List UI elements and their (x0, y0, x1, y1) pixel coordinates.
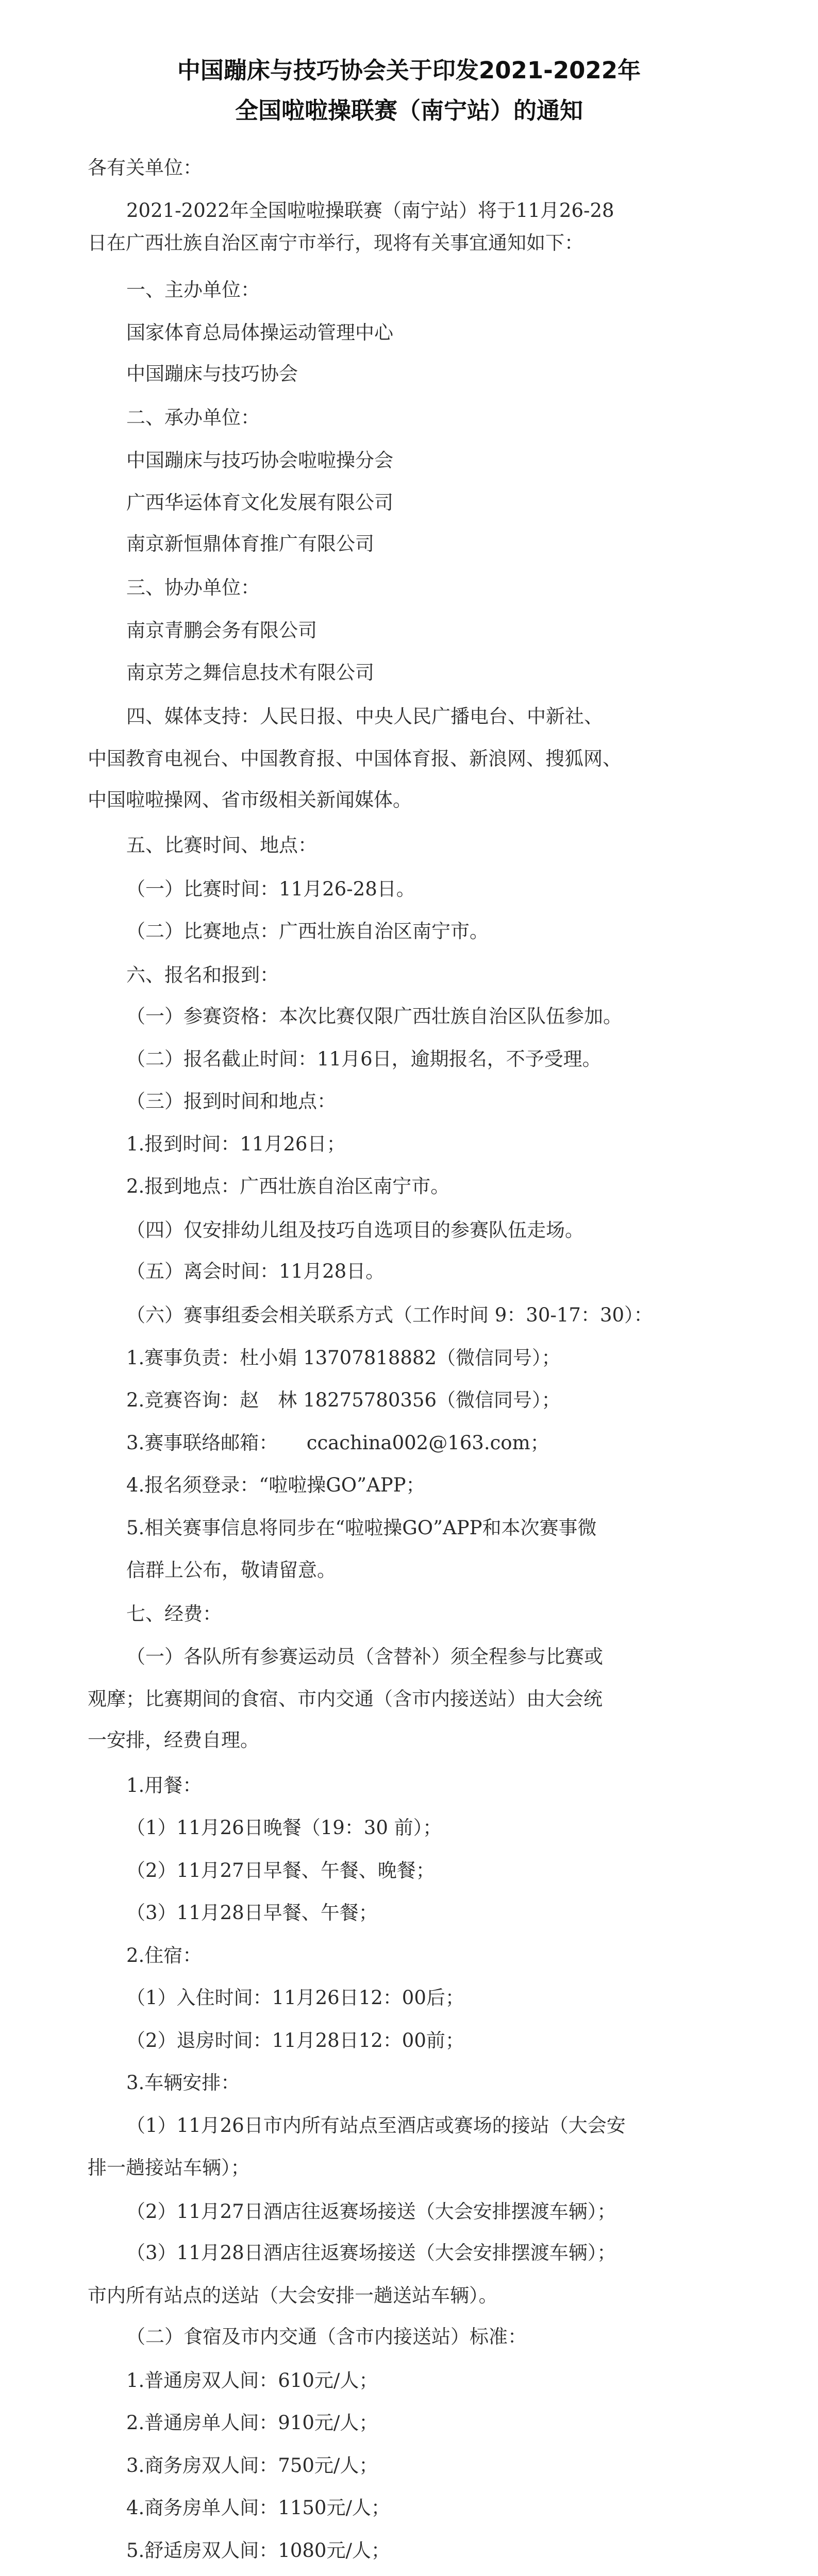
body-line: 2.报到地点：广西壮族自治区南宁市。 (126, 1175, 450, 1197)
body-line: 市内所有站点的送站（大会安排一趟送站车辆）。 (88, 2284, 498, 2307)
body-line: 广西华运体育文化发展有限公司 (126, 492, 393, 514)
body-line: 二、承办单位： (126, 406, 260, 429)
body-line: 5.相关赛事信息将同步在“啦啦操GO”APP和本次赛事微 (126, 1517, 597, 1539)
body-line: （一）参赛资格：本次比赛仅限广西壮族自治区队伍参加。 (126, 1005, 622, 1027)
body-line: 一安排，经费自理。 (88, 1729, 259, 1751)
body-line: 1.普通房双人间：610元/人； (126, 2369, 378, 2392)
body-line: （二）食宿及市内交通（含市内接送站）标准： (126, 2326, 527, 2348)
body-line: 4.商务房单人间：1150元/人； (126, 2497, 390, 2519)
body-line: 中国教育电视台、中国教育报、中国体育报、新浪网、搜狐网、 (88, 748, 622, 770)
body-line: 2.住宿： (126, 1944, 202, 1967)
document-title-line-2: 全国啦啦操联赛（南宁站）的通知 (235, 97, 583, 124)
body-line: 1.用餐： (126, 1774, 202, 1797)
body-line: （五）离会时间：11月28日。 (126, 1260, 385, 1282)
body-line: （2）11月27日早餐、午餐、晚餐； (126, 1859, 435, 1882)
body-line: （2）11月27日酒店往返赛场接送（大会安排摆渡车辆）； (126, 2200, 616, 2223)
document-title-line-1: 中国蹦床与技巧协会关于印发2021-2022年 (177, 57, 641, 84)
body-line: 2.竞赛咨询：赵 林 18275780356（微信同号）； (126, 1389, 561, 1411)
body-line: （一）比赛时间：11月26-28日。 (126, 878, 415, 900)
body-line: （四）仅安排幼儿组及技巧自选项目的参赛队伍走场。 (126, 1219, 584, 1241)
body-line: 4.报名须登录：“啦啦操GO”APP； (126, 1474, 425, 1496)
body-line: （2）退房时间：11月28日12：00前； (126, 2029, 464, 2052)
body-line: 2021-2022年全国啦啦操联赛（南宁站）将于11月26-28 (126, 199, 614, 222)
body-line: 南京新恒鼎体育推广有限公司 (126, 533, 374, 555)
body-line: （二）比赛地点：广西壮族自治区南宁市。 (126, 920, 489, 942)
body-line: 南京芳之舞信息技术有限公司 (126, 662, 374, 684)
body-line: （3）11月28日早餐、午餐； (126, 1902, 378, 1924)
body-line: 五、比赛时间、地点： (126, 834, 317, 856)
body-line: 中国啦啦操网、省市级相关新闻媒体。 (88, 789, 412, 811)
body-line: 一、主办单位： (126, 279, 260, 301)
body-line: 3.商务房双人间：750元/人； (126, 2454, 378, 2477)
body-line: 观摩；比赛期间的食宿、市内交通（含市内接送站）由大会统 (88, 1688, 603, 1710)
body-line: （3）11月28日酒店往返赛场接送（大会安排摆渡车辆）； (126, 2242, 616, 2264)
body-line: 排一趟接站车辆）； (88, 2157, 250, 2179)
body-line: 2.普通房单人间：910元/人； (126, 2412, 378, 2434)
body-line: （一）各队所有参赛运动员（含替补）须全程参与比赛或 (126, 1646, 603, 1668)
body-line: 3.车辆安排： (126, 2072, 240, 2094)
body-line: 各有关单位： (88, 157, 202, 179)
body-line: 1.赛事负责：杜小娟 13707818882（微信同号）； (126, 1347, 561, 1369)
body-line: （三）报到时间和地点： (126, 1090, 336, 1112)
body-line: （六）赛事组委会相关联系方式（工作时间 9：30-17：30）： (126, 1304, 653, 1326)
body-line: 三、协办单位： (126, 577, 260, 599)
body-line: 5.舒适房双人间：1080元/人； (126, 2539, 390, 2562)
body-line: 南京青鹏会务有限公司 (126, 619, 317, 641)
body-line: 中国蹦床与技巧协会啦啦操分会 (126, 449, 393, 471)
body-line: （1）入住时间：11月26日12：00后； (126, 1987, 464, 2009)
body-line: （1）11月26日市内所有站点至酒店或赛场的接站（大会安 (126, 2114, 626, 2137)
body-line: 中国蹦床与技巧协会 (126, 363, 298, 385)
body-line: 日在广西壮族自治区南宁市举行，现将有关事宜通知如下： (88, 232, 583, 254)
body-line: （二）报名截止时间：11月6日，逾期报名，不予受理。 (126, 1048, 602, 1070)
body-line: 1.报到时间：11月26日； (126, 1133, 346, 1155)
body-line: 国家体育总局体操运动管理中心 (126, 321, 393, 344)
body-line: 七、经费： (126, 1603, 222, 1625)
body-line: 信群上公布，敬请留意。 (126, 1559, 336, 1581)
body-line: 四、媒体支持：人民日报、中央人民广播电台、中新社、 (126, 705, 603, 727)
body-line: 3.赛事联络邮箱： ccachina002@163.com； (126, 1432, 549, 1454)
body-line: （1）11月26日晚餐（19：30 前）； (126, 1817, 442, 1839)
body-line: 六、报名和报到： (126, 964, 279, 986)
